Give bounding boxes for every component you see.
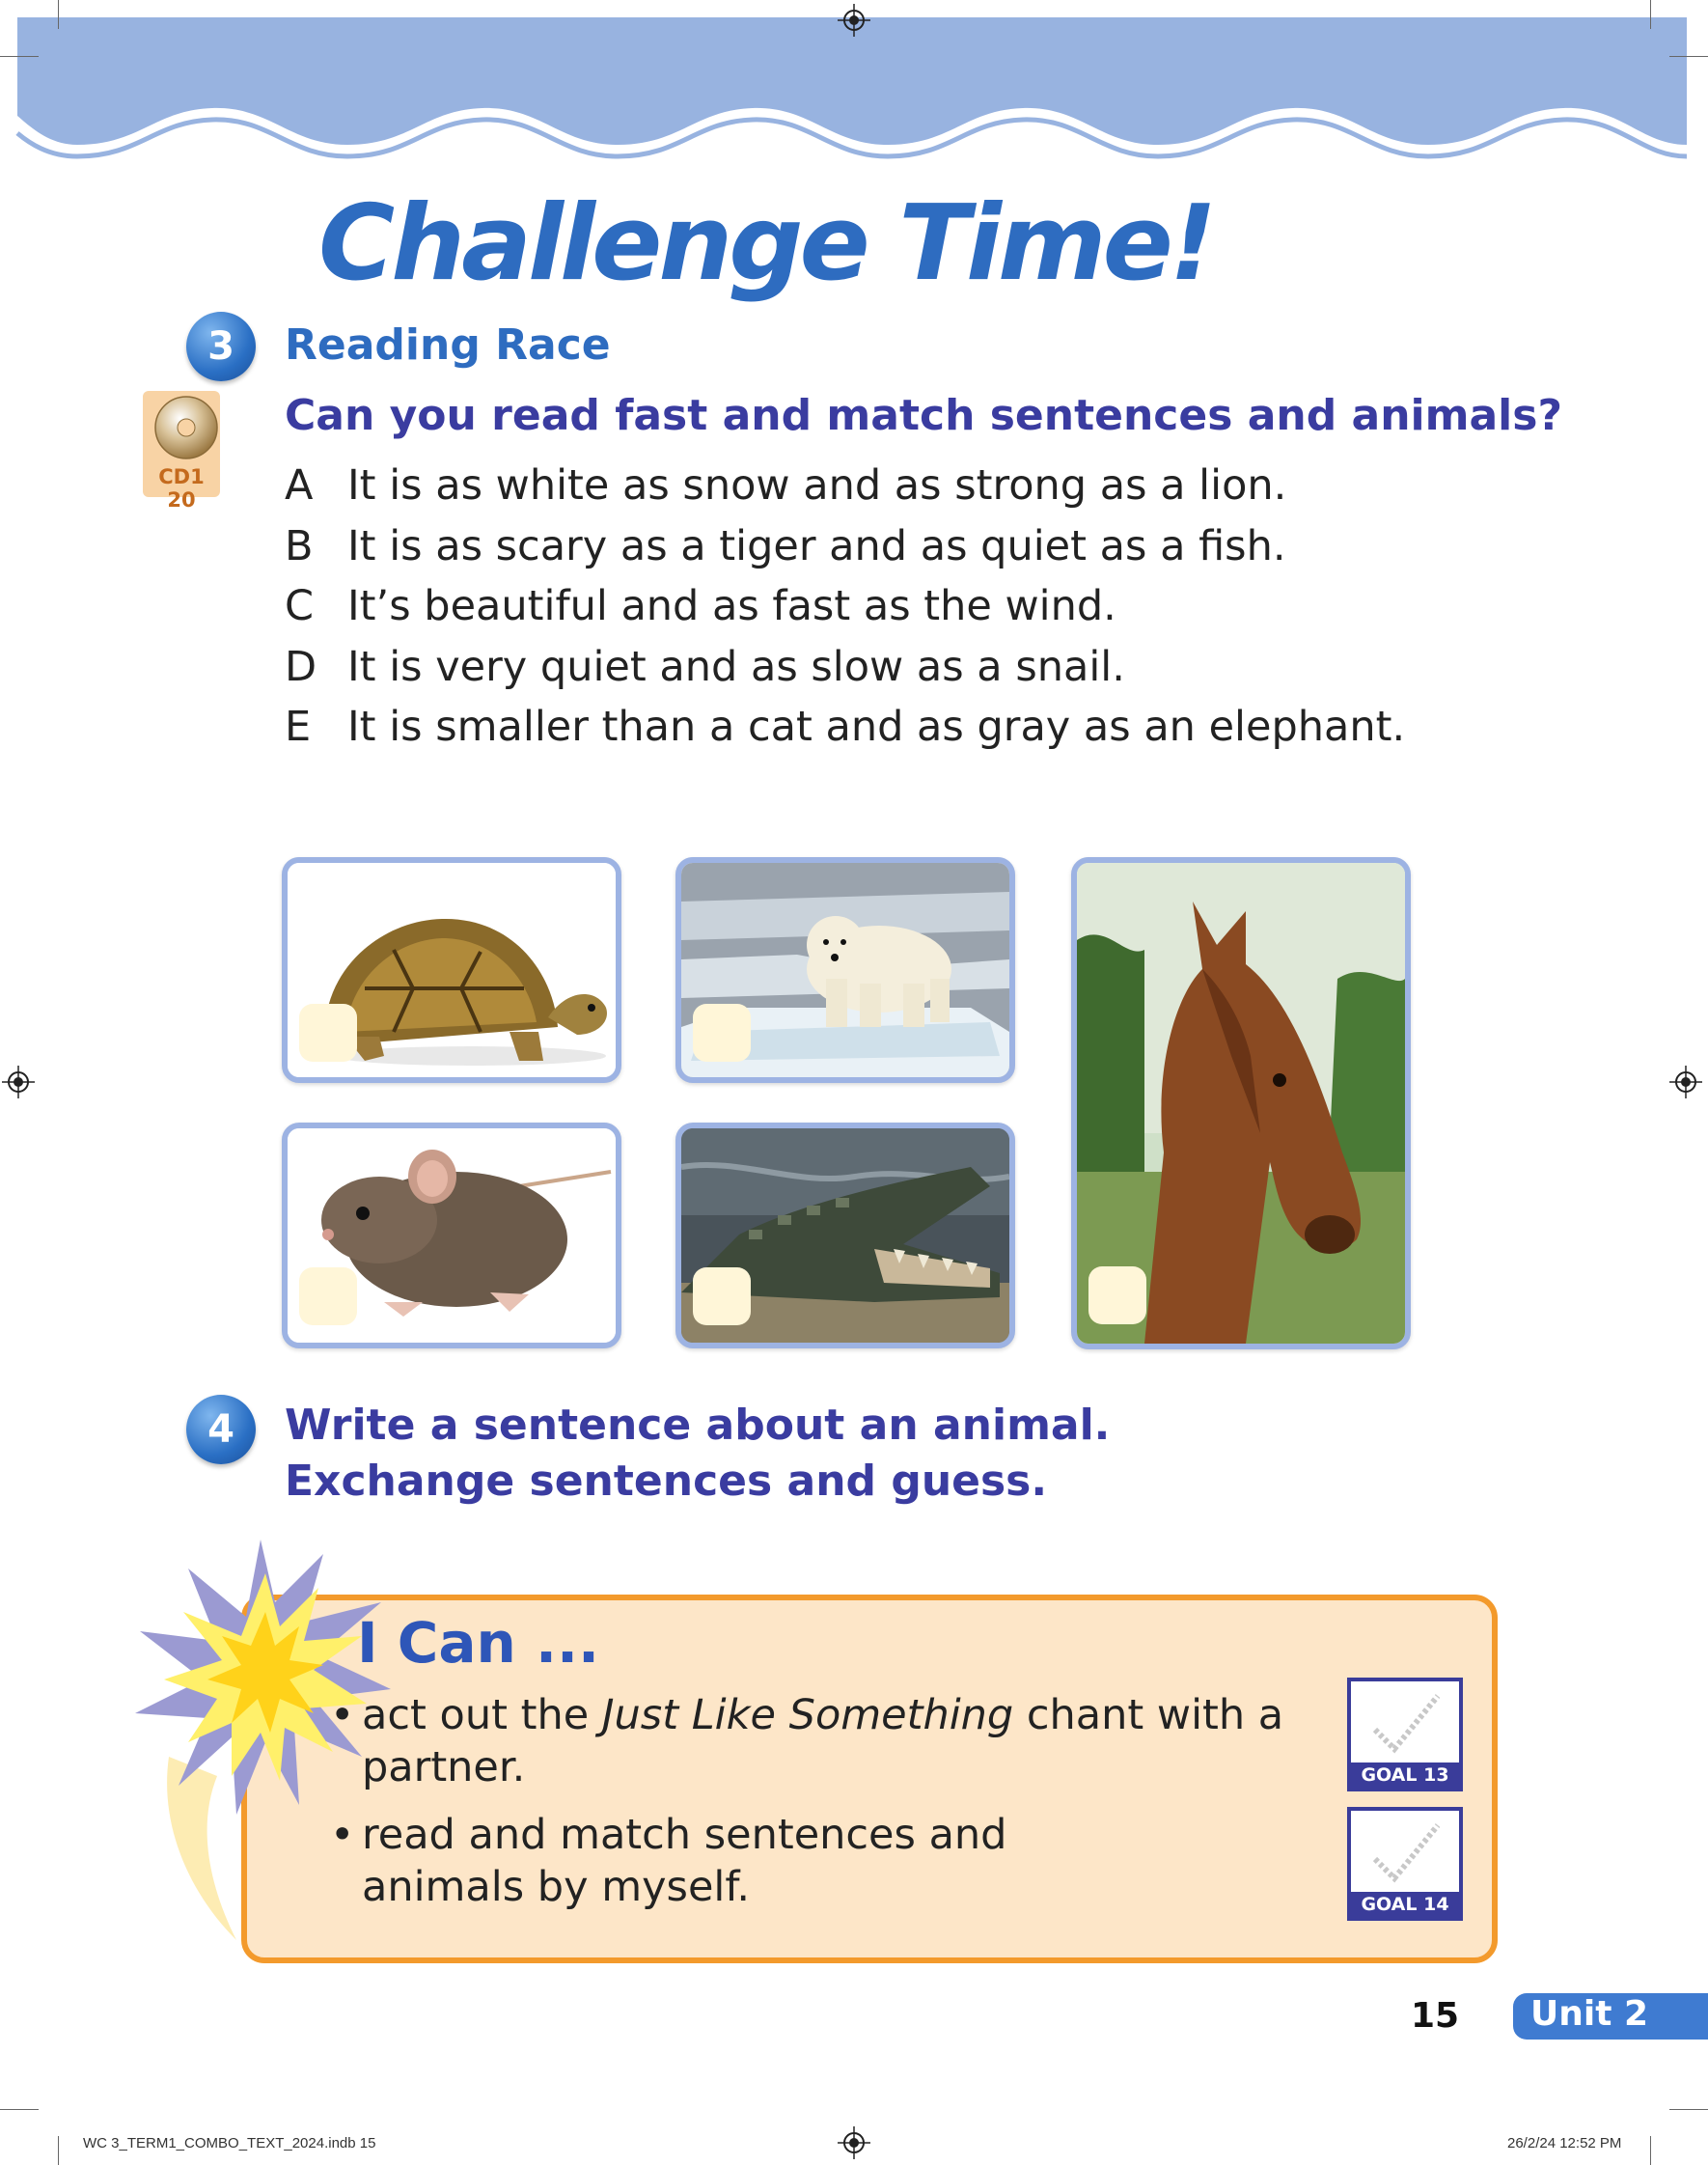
answer-box-tortoise[interactable] [299,1004,357,1062]
sentence-letter: A [285,461,314,510]
i-can-title: I Can ... [357,1610,600,1676]
crop-mark [1650,2136,1651,2165]
cd-track-label: CD1 20 [158,465,205,512]
sentence-letter: E [285,703,312,751]
page-number: 15 [1411,1996,1460,2036]
section-3-number-badge: 3 [186,312,256,381]
registration-mark-icon [838,2126,870,2159]
sentence-text: It is smaller than a cat and as gray as an elephant. [347,703,1406,751]
i-can-item-text: chant with a partner. [362,1691,1284,1791]
registration-mark-icon [1669,1066,1702,1098]
answer-box-horse[interactable] [1088,1266,1146,1324]
crop-mark [1650,0,1651,29]
crop-mark [0,56,39,57]
sentence-row [285,461,1286,510]
star-burst-icon [130,1535,400,1950]
goal-label: GOAL 14 [1351,1892,1459,1917]
section-3-title: Reading Race [285,320,611,370]
goal-14-checkbox[interactable] [1347,1807,1463,1921]
file-info: WC 3_TERM1_COMBO_TEXT_2024.indb 15 [83,2135,376,2151]
sentence-letter: C [285,582,315,630]
goal-label: GOAL 13 [1351,1763,1459,1788]
sentence-row [285,643,1125,691]
sentence-row [285,582,1116,630]
crop-mark [58,0,59,29]
sentence-text: It is very quiet and as slow as a snail. [347,643,1125,691]
sentence-row [285,703,1405,751]
i-can-item [330,1809,1153,1913]
sentence-row [285,522,1286,570]
crop-mark [0,2109,39,2110]
bullet-icon: • [330,1811,355,1859]
unit-label: Unit 2 [1530,1994,1648,2034]
crop-mark [1669,56,1708,57]
print-timestamp: 26/2/24 12:52 PM [1507,2135,1622,2151]
i-can-item-text: act out the [362,1691,602,1739]
chant-title: Just Like Something [601,1691,1014,1739]
sentence-letter: D [285,643,317,691]
checkmark-icon [1351,1811,1459,1892]
section-3-question: Can you read fast and match sentences and animals? [285,391,1562,440]
registration-mark-icon [838,4,870,37]
crop-mark [58,2136,59,2165]
bullet-icon: • [330,1691,355,1739]
cd-icon [152,394,220,461]
i-can-item-text: read and match sentences and animals by myself. [362,1811,1007,1911]
sentence-letter: B [285,522,314,570]
goal-13-checkbox[interactable] [1347,1678,1463,1791]
registration-mark-icon [2,1066,35,1098]
page-title: Challenge Time! [318,183,1214,304]
answer-box-polar-bear[interactable] [693,1004,751,1062]
checkmark-icon [1351,1681,1459,1763]
section-4-instruction: Write a sentence about an animal. Exchange sentences and guess. [285,1401,1111,1506]
section-4-number-badge: 4 [186,1395,256,1464]
answer-box-crocodile[interactable] [693,1267,751,1325]
crop-mark [1669,2109,1708,2110]
answer-box-mouse[interactable] [299,1267,357,1325]
i-can-item [330,1689,1288,1793]
sentence-text: It is as scary as a tiger and as quiet as a fish. [347,522,1286,570]
sentence-text: It is as white as snow and as strong as a lion. [347,461,1287,510]
sentence-text: It’s beautiful and as fast as the wind. [347,582,1116,630]
